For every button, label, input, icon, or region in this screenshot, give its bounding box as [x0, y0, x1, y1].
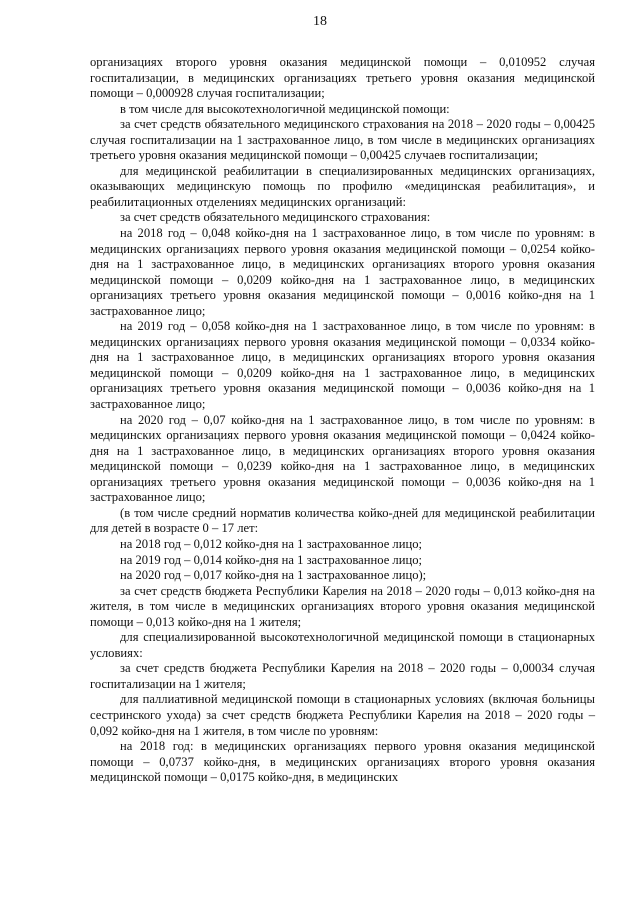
page-number: 18 — [313, 14, 327, 29]
paragraph-hightech-oms: за счет средств обязательного медицинского страхования на 2018 – 2020 годы – 0,00425 случая госпитализации на 1 застрахованное лицо, в том числе в медицинских организациях третьего уровня оказания медицинской помощи – 0,00425 случаев госпитализации; — [90, 117, 595, 163]
paragraph-rehab-2019: на 2019 год – 0,058 койко-дня на 1 застрахованное лицо, в том числе по уровням: в медицинских организациях первого уровня оказания медицинской помощи – 0,0334 койко-дня на 1 застрахованное лицо, в медицинских организациях второго уровня оказания медицинской помощи – 0,0209 койко-дня на 1 застрахованное лицо, в медицинских организациях третьего уровня оказания медицинской помощи – 0,0036 койко-дня на 1 застрахованное лицо; — [90, 319, 595, 412]
paragraph-rehab-budget: за счет средств бюджета Республики Карелия на 2018 – 2020 годы – 0,013 койко-дня на жителя, в том числе в медицинских организациях второго уровня оказания медицинской помощи – 0,013 койко-дня на 1 жителя; — [90, 583, 595, 629]
paragraph-palliative-2018: на 2018 год: в медицинских организациях первого уровня оказания медицинской помощи – 0,0737 койко-дня, в медицинских организациях второго уровня оказания медицинской помощи – 0,0175 койко-дня, в медицинских — [90, 739, 595, 785]
paragraph-children-2018: на 2018 год – 0,012 койко-дня на 1 застрахованное лицо; — [120, 536, 422, 551]
paragraph-vmp-budget: за счет средств бюджета Республики Карелия на 2018 – 2020 годы – 0,00034 случая госпитализации на 1 жителя; — [90, 661, 595, 691]
paragraph-vmp-heading: для специализированной высокотехнологичной медицинской помощи в стационарных условиях: — [90, 630, 595, 660]
paragraph-hightech-heading: в том числе для высокотехнологичной медицинской помощи: — [120, 101, 450, 116]
paragraph-rehab-heading: для медицинской реабилитации в специализированных медицинских организациях, оказывающих медицинскую помощь по профилю «медицинская реабилитация», и реабилитационных отделениях медицинских организаций: — [90, 163, 595, 209]
document-body — [90, 55, 595, 786]
paragraph-continuation: организациях второго уровня оказания медицинской помощи – 0,010952 случая госпитализации, в медицинских организациях третьего уровня оказания медицинской помощи – 0,000928 случая госпитализации; — [90, 55, 595, 101]
paragraph-palliative-heading: для паллиативной медицинской помощи в стационарных условиях (включая больницы сестринского ухода) за счет средств бюджета Республики Карелия на 2018 – 2020 годы – 0,092 койко-дня на 1 жителя, в том числе по уровням: — [90, 692, 595, 738]
paragraph-children-2020: на 2020 год – 0,017 койко-дня на 1 застрахованное лицо); — [120, 568, 427, 583]
paragraph-rehab-2020: на 2020 год – 0,07 койко-дня на 1 застрахованное лицо, в том числе по уровням: в медицинских организациях первого уровня оказания медицинской помощи – 0,0424 койко-дня на 1 застрахованное лицо, в медицинских организациях второго уровня оказания медицинской помощи – 0,0239 койко-дня на 1 застрахованное лицо, в медицинских организациях третьего уровня оказания медицинской помощи – 0,0036 койко-дня на 1 застрахованное лицо; — [90, 412, 595, 505]
paragraph-rehab-2018: на 2018 год – 0,048 койко-дня на 1 застрахованное лицо, в том числе по уровням: в медицинских организациях первого уровня оказания медицинской помощи – 0,0254 койко-дня на 1 застрахованное лицо, в медицинских организациях второго уровня оказания медицинской помощи – 0,0209 койко-дня на 1 застрахованное лицо, в медицинских организациях третьего уровня оказания медицинской помощи – 0,0016 койко-дня на 1 застрахованное лицо; — [90, 226, 595, 318]
paragraph-rehab-oms-heading: за счет средств обязательного медицинского страхования: — [120, 210, 431, 225]
paragraph-rehab-children-heading: (в том числе средний норматив количества койко-дней для медицинской реабилитации для детей в возрасте 0 – 17 лет: — [90, 505, 595, 536]
paragraph-children-2019: на 2019 год – 0,014 койко-дня на 1 застрахованное лицо; — [120, 552, 422, 567]
